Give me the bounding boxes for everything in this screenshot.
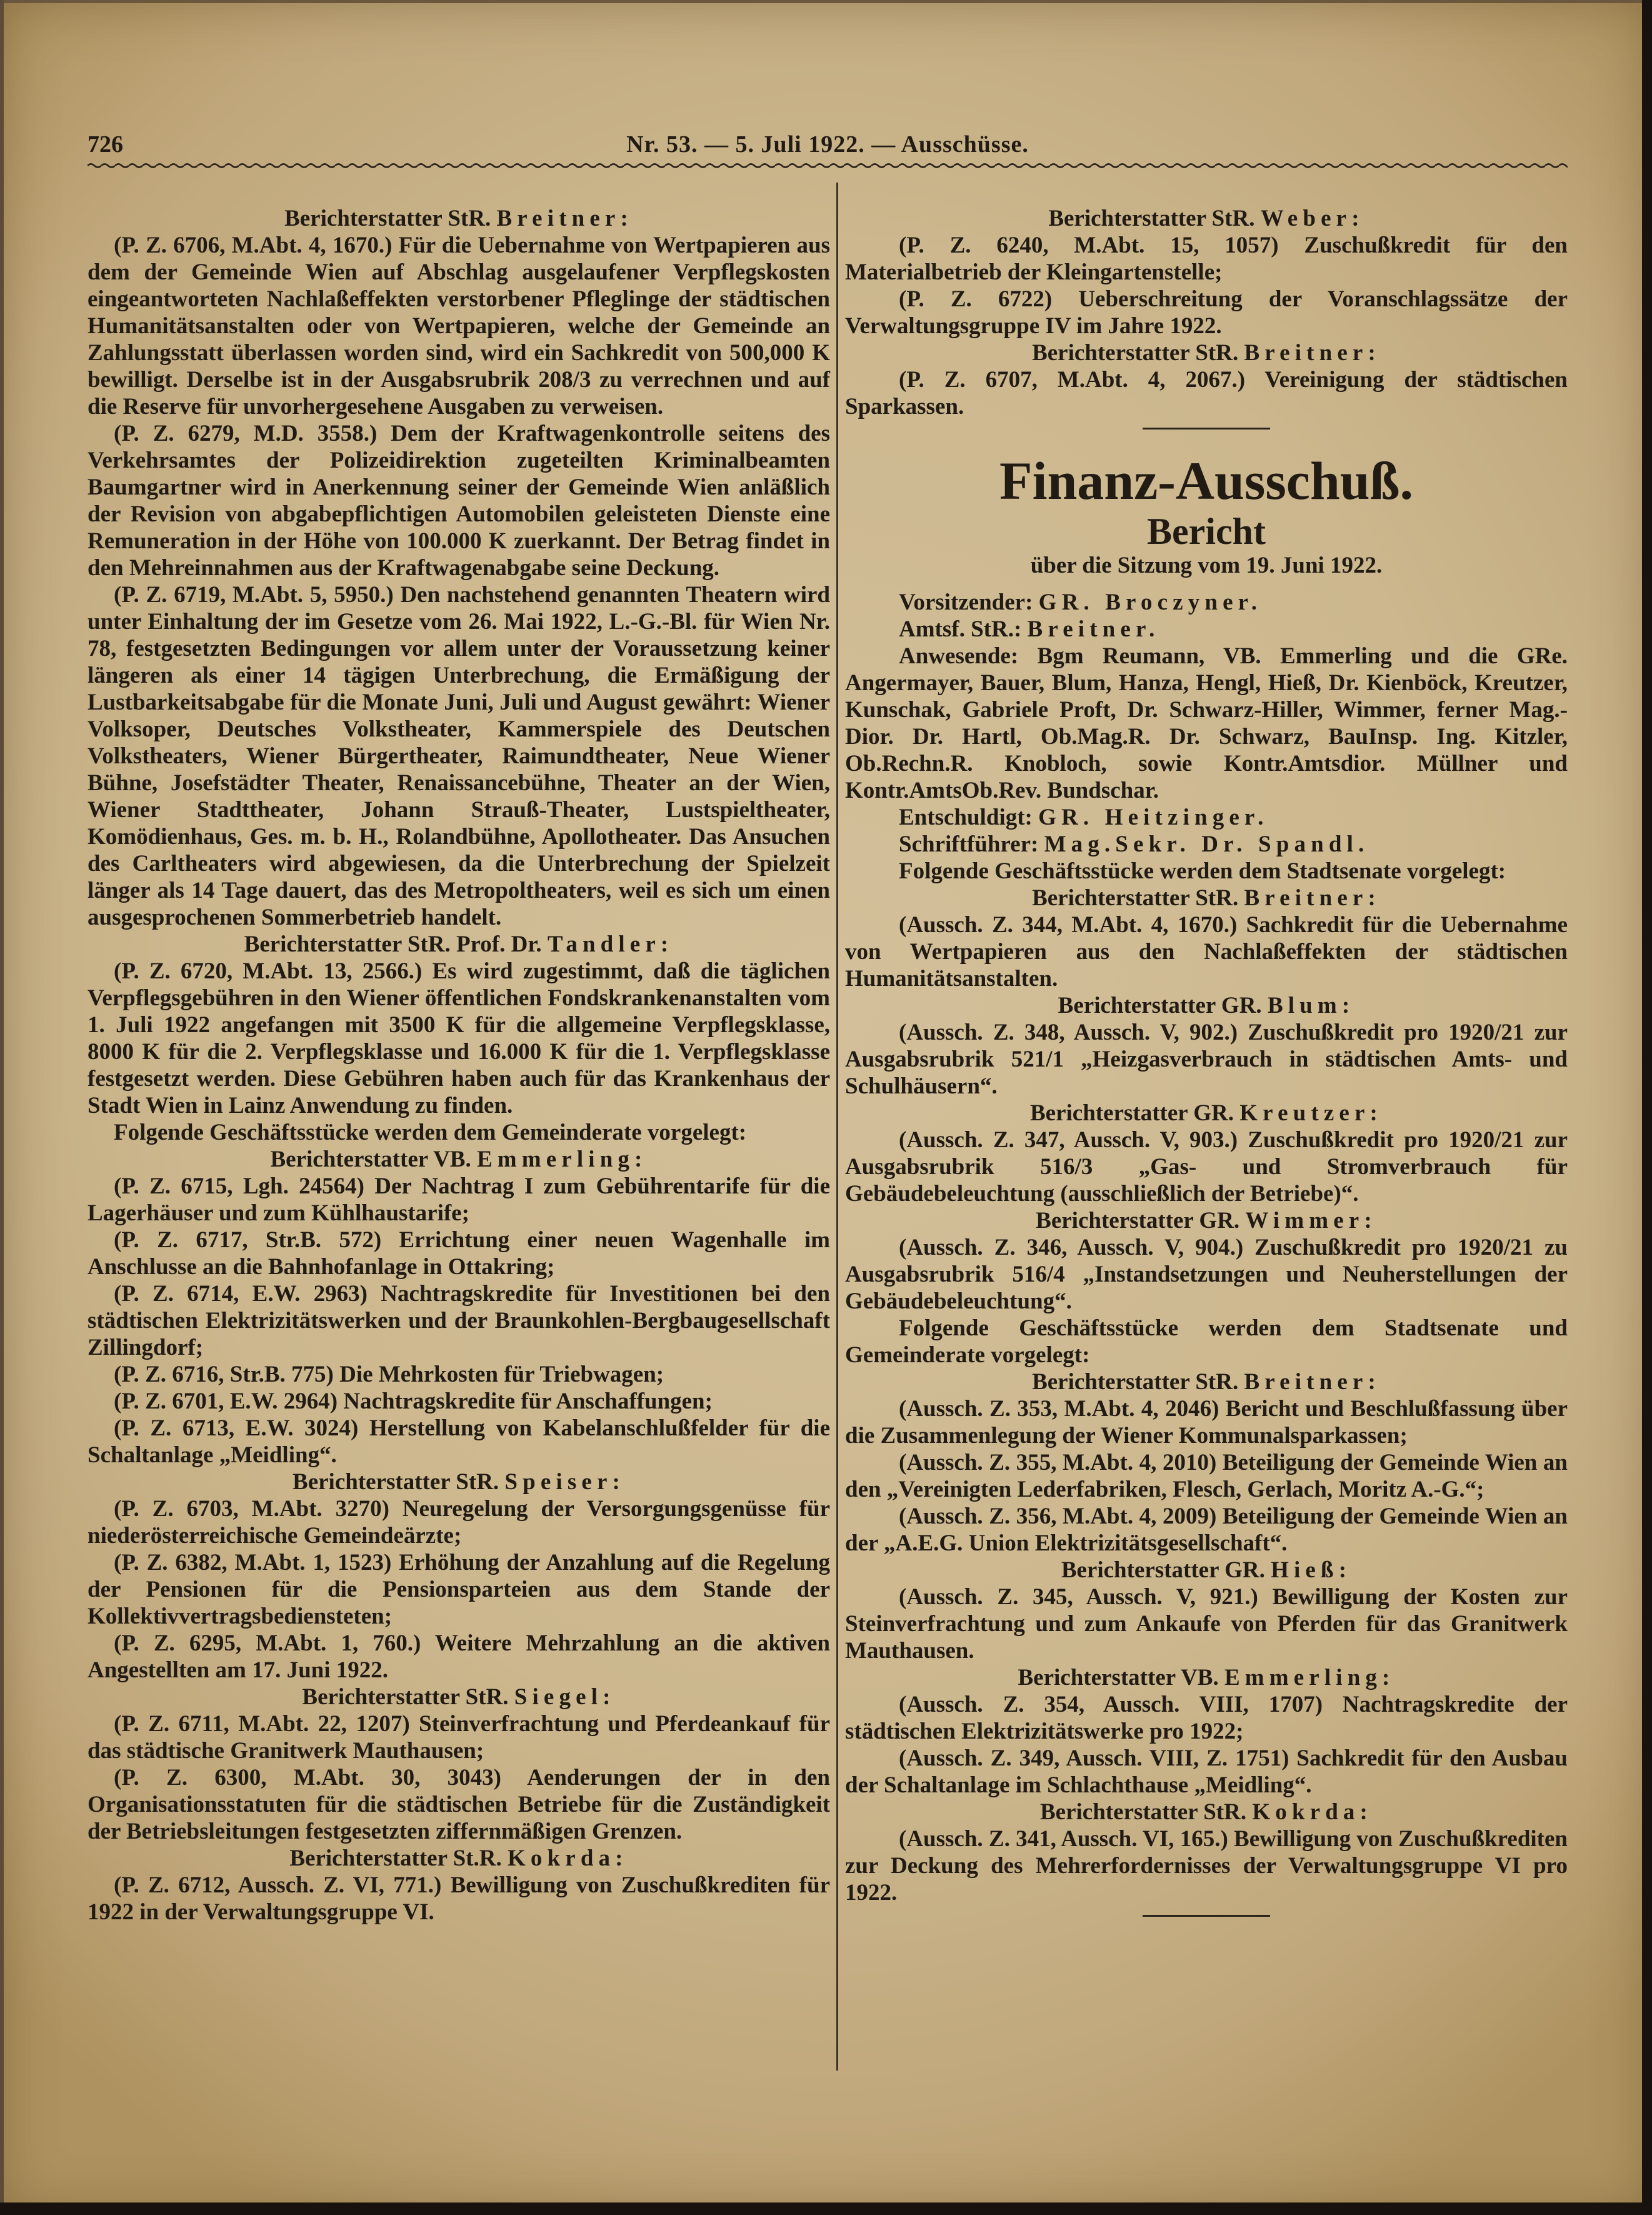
meta-official [845, 616, 1568, 643]
agenda-item: (P. Z. 6703, M.Abt. 3270) Neuregelung der Versorgungsgenüsse für niederösterreichische Gemeindeärzte; [88, 1496, 830, 1549]
agenda-item: (P. Z. 6295, M.Abt. 1, 760.) Weitere Mehrzahlung an die aktiven Angestellten am 17. Juni 1922. [88, 1630, 830, 1683]
reporter-heading [88, 1146, 830, 1173]
agenda-item: (Aussch. Z. 354, Aussch. VIII, 1707) Nachtragskredite der städtischen Elektrizitätswerke pro 1922; [845, 1692, 1568, 1744]
reporter-name: Siegel: [514, 1684, 616, 1710]
meta-value: Mag.Sekr. Dr. Spandl. [1044, 831, 1369, 857]
agenda-item: (P. Z. 6707, M.Abt. 4, 2067.) Vereinigung der städtischen Sparkassen. [845, 367, 1568, 419]
section-separator-rule [1143, 428, 1270, 429]
reporter-role: Berichterstatter GR. [1036, 1208, 1240, 1233]
reporter-heading [88, 205, 830, 232]
meta-value: Bgm Reumann, VB. Emmerling und die GRe. Angermayer, Bauer, Blum, Hanza, Hengl, Hieß, Dr. Kienböck, Kreutzer, Kunschak, Gabriele Proft, Dr. Schwarz-Hiller, Wimmer, ferner Mag.-Dior. Dr. Hartl, Ob.Mag.R. Dr. Schwarz, BauInsp. Ing. Kitzler, Ob.Rechn.R. Knobloch, sowie Kontr.Amtsdior. Müllner und Kontr.AmtsOb.Rev. Bundschar. [845, 643, 1568, 803]
meta-label: Vorsitzender: [899, 590, 1033, 615]
reporter-name: Weber: [1260, 206, 1364, 231]
page-number: 726 [88, 131, 123, 158]
reporter-heading [88, 931, 830, 958]
scan-edge-left [0, 0, 4, 2215]
column-divider [836, 183, 838, 2071]
agenda-item: (Aussch. Z. 356, M.Abt. 4, 2009) Beteiligung der Gemeinde Wien an der „A.E.G. Union Elektrizitätsgesellschaft“. [845, 1504, 1568, 1556]
reporter-heading [845, 1369, 1568, 1395]
reporter-role: Berichterstatter StR. [284, 206, 491, 231]
agenda-item: (Aussch. Z. 353, M.Abt. 4, 2046) Bericht und Beschlußfassung über die Zusammenlegung der Wiener Kommunalsparkassen; [845, 1396, 1568, 1449]
agenda-item: (P. Z. 6279, M.D. 3558.) Dem der Kraftwagenkontrolle seitens des Verkehrsamtes der Polizeidirektion zugeteilten Kriminalbeamten Baumgartner wird in Anerkennung seiner der Gemeinde Wien anläßlich der Revision von abgabepflichtigen Automobilen geleisteten Dienste eine Remuneration in der Höhe von 100.000 K zuerkannt. Der Betrag findet in den Mehreinnahmen aus der Kraftwagenabgabe seine Deckung. [88, 421, 830, 581]
reporter-heading [845, 1799, 1568, 1826]
end-rule [1143, 1915, 1270, 1917]
agenda-item: (Aussch. Z. 345, Aussch. V, 921.) Bewilligung der Kosten zur Steinverfrachtung und zum Ankaufe von Pferden für das Granitwerk Mauthausen. [845, 1584, 1568, 1664]
reporter-name: Breitner: [1244, 1369, 1381, 1395]
section-subtitle: Bericht [1147, 511, 1266, 552]
reporter-heading [845, 992, 1568, 1019]
reporter-role: Berichterstatter StR. [1032, 1369, 1239, 1395]
reporter-role: Berichterstatter VB. [1018, 1665, 1219, 1690]
meta-value: Breitner. [1027, 616, 1160, 642]
agenda-item: (Aussch. Z. 341, Aussch. VI, 165.) Bewilligung von Zuschußkrediten zur Deckung des Mehrerfordernisses der Verwaltungsgruppe VI pro 1922. [845, 1826, 1568, 1906]
reporter-heading [88, 1684, 830, 1710]
agenda-item: (Aussch. Z. 344, M.Abt. 4, 1670.) Sachkredit für die Uebernahme von Wertpapieren aus den Nachlaßeffekten der städtischen Humanitätsanstalten. [845, 912, 1568, 992]
agenda-item: (P. Z. 6300, M.Abt. 30, 3043) Aenderungen der in den Organisationsstatuten für die städtischen Betriebe für die Zuständigkeit der Betriebsleitungen festgesetzten ziffernmäßigen Grenzen. [88, 1765, 830, 1844]
reporter-heading [845, 339, 1568, 366]
reporter-name: Emmerling: [476, 1147, 648, 1172]
session-date: über die Sitzung vom 19. Juni 1922. [1030, 553, 1383, 578]
agenda-item: (P. Z. 6722) Ueberschreitung der Voranschlagssätze der Verwaltungsgruppe IV im Jahre 1922. [845, 286, 1568, 339]
reporter-name: Breitner: [1244, 885, 1381, 911]
reporter-role: Berichterstatter GR. [1030, 1100, 1234, 1126]
right-column [845, 205, 1568, 1924]
scan-edge-right [1642, 0, 1652, 2215]
section-title: Finanz-Ausschuß. [999, 451, 1413, 511]
reporter-role: Berichterstatter StR. [1032, 885, 1239, 911]
agenda-item: (P. Z. 6382, M.Abt. 1, 1523) Erhöhung der Anzahlung auf die Regelung der Pensionen für die Pensionsparteien aus dem Stande der Kollektivvertragsbediensteten; [88, 1550, 830, 1629]
reporter-heading [845, 885, 1568, 912]
reporter-name: Kreutzer: [1239, 1100, 1383, 1126]
reporter-name: Tandler: [547, 932, 674, 957]
agenda-item: (Aussch. Z. 355, M.Abt. 4, 2010) Beteiligung der Gemeinde Wien an den „Vereinigten Lederfabriken, Flesch, Gerlach, Moritz A.-G.“; [845, 1450, 1568, 1502]
reporter-name: Hieß: [1271, 1557, 1352, 1583]
reporter-role: Berichterstatter St.R. [289, 1846, 502, 1871]
reporter-heading [845, 205, 1568, 232]
agenda-item: (Aussch. Z. 348, Aussch. V, 902.) Zuschußkredit pro 1920/21 zur Ausgabsrubrik 521/1 „Heizgasverbrauch in städtischen Amts- und Schulhäusern“. [845, 1020, 1568, 1099]
reporter-role: Berichterstatter StR. [302, 1684, 509, 1710]
running-title: Nr. 53. — 5. Juli 1922. — Ausschüsse. [626, 131, 1029, 158]
scan-edge-bottom [0, 2202, 1652, 2215]
agenda-item: (Aussch. Z. 346, Aussch. V, 904.) Zuschußkredit pro 1920/21 zu Ausgabsrubrik 516/4 „Instandsetzungen und Neuherstellungen der Gebäudebeleuchtung“. [845, 1235, 1568, 1314]
scan-edge-top [0, 0, 1652, 3]
reporter-heading [845, 1207, 1568, 1234]
agenda-item: (P. Z. 6706, M.Abt. 4, 1670.) Für die Uebernahme von Wertpapieren aus dem der Gemeinde Wien auf Abschlag ausgelaufener Verpflegskosten eingeantworteten Nachlaßeffekten verstorbener Pfleglinge der städtischen Humanitätsanstalten oder von Wertpapieren, welche der Gemeinde an Zahlungsstatt überlassen worden sind, wird ein Sachkredit von 500,000 K bewilligt. Derselbe ist in der Ausgabsrubrik 208/3 zu verrechnen und auf die Reserve für unvorhergesehene Ausgaben zu verweisen. [88, 233, 830, 419]
agenda-item: (P. Z. 6720, M.Abt. 13, 2566.) Es wird zugestimmt, daß die täglichen Verpflegsgebühren in den Wiener öffentlichen Fondskrankenanstalten vom 1. Juli 1922 angefangen mit 3500 K für die allgemeine Verpflegsklasse, 8000 K für die 2. Verpflegsklasse und 16.000 K für die 1. Verpflegsklasse festgesetzt werden. Diese Gebühren haben auch für das Krankenhaus der Stadt Wien in Lainz Anwendung zu finden. [88, 958, 830, 1118]
reporter-name: Blum: [1267, 993, 1355, 1018]
meta-label: Anwesende: [899, 643, 1019, 669]
meta-attendees [845, 643, 1568, 804]
reporter-name: Wimmer: [1245, 1208, 1377, 1233]
meta-label: Amtsf. StR.: [899, 616, 1022, 642]
section-intro: Folgende Geschäftsstücke werden dem Stadtsenate und Gemeinderate vorgelegt: [845, 1315, 1568, 1368]
agenda-item: (P. Z. 6715, Lgh. 24564) Der Nachtrag I zum Gebührentarife für die Lagerhäuser und zum Kühlhaustarife; [88, 1173, 830, 1226]
agenda-item: (P. Z. 6712, Aussch. Z. VI, 771.) Bewilligung von Zuschußkrediten für 1922 in der Verwaltungsgruppe VI. [88, 1872, 830, 1925]
meta-excused [845, 804, 1568, 831]
reporter-heading [88, 1469, 830, 1495]
reporter-role: Berichterstatter StR. [293, 1469, 499, 1495]
reporter-role: Berichterstatter GR. [1061, 1557, 1265, 1583]
reporter-role: Berichterstatter StR. [1039, 1799, 1247, 1825]
header-wavy-rule [88, 161, 1568, 170]
meta-value: GR. Broczyner. [1038, 590, 1263, 615]
reporter-name: Breitner: [1244, 340, 1381, 366]
reporter-name: Emmerling: [1224, 1665, 1395, 1690]
reporter-name: Breitner: [496, 206, 633, 231]
section-intro: Folgende Geschäftsstücke werden dem Gemeinderate vorgelegt: [114, 1120, 747, 1145]
reporter-name: Kokrda: [507, 1846, 628, 1871]
agenda-item: (Aussch. Z. 349, Aussch. VIII, Z. 1751) Sachkredit für den Ausbau der Schaltanlage im Schlachthause „Meidling“. [845, 1745, 1568, 1798]
meta-value: GR. Heitzinger. [1038, 805, 1269, 830]
agenda-item: (P. Z. 6701, E.W. 2964) Nachtragskredite für Anschaffungen; [114, 1389, 713, 1414]
meta-label: Entschuldigt: [899, 805, 1033, 830]
agenda-item: (P. Z. 6716, Str.B. 775) Die Mehrkosten für Triebwagen; [114, 1362, 664, 1387]
meta-secretary [845, 831, 1568, 858]
reporter-role: Berichterstatter StR. [1048, 206, 1255, 231]
agenda-item: (P. Z. 6713, E.W. 3024) Herstellung von Kabelanschlußfelder für die Schaltanlage „Meidling“. [88, 1415, 830, 1468]
reporter-heading [845, 1664, 1568, 1691]
agenda-item: (P. Z. 6240, M.Abt. 15, 1057) Zuschußkredit für den Materialbetrieb der Kleingartenstelle; [845, 233, 1568, 285]
agenda-item: (P. Z. 6714, E.W. 2963) Nachtragskredite für Investitionen bei den städtischen Elektrizitätswerken und der Braunkohlen-Bergbaugesellschaft Zillingdorf; [88, 1281, 830, 1360]
agenda-item: (Aussch. Z. 347, Aussch. V, 903.) Zuschußkredit pro 1920/21 zur Ausgabsrubrik 516/3 „Gas- und Stromverbrauch für Gebäudebeleuchtung (ausschließlich der Betriebe)“. [845, 1127, 1568, 1207]
meta-chair [845, 589, 1568, 616]
left-column [88, 205, 830, 1926]
meta-label: Schriftführer: [899, 831, 1039, 857]
reporter-role: Berichterstatter StR. Prof. Dr. [244, 932, 542, 957]
reporter-role: Berichterstatter GR. [1058, 993, 1262, 1018]
reporter-heading [845, 1557, 1568, 1584]
agenda-item: (P. Z. 6711, M.Abt. 22, 1207) Steinverfrachtung und Pferdeankauf für das städtische Granitwerk Mauthausen; [88, 1711, 830, 1764]
reporter-role: Berichterstatter VB. [270, 1147, 471, 1172]
reporter-name: Speiser: [504, 1469, 625, 1495]
reporter-name: Kokrda: [1252, 1799, 1373, 1825]
section-intro: Folgende Geschäftsstücke werden dem Stadtsenate vorgelegt: [899, 858, 1506, 884]
agenda-item: (P. Z. 6719, M.Abt. 5, 5950.) Den nachstehend genannten Theatern wird unter Einhaltung der im Gesetze vom 26. Mai 1922, L.-G.-Bl. für Wien Nr. 78, festgesetzten Bedingungen vor allem unter der Voraussetzung keiner längeren als einer 14 tägigen Unterbrechung, die Ermäßigung der Lustbarkeitsabgabe für die Monate Juni, Juli und August gewährt: Wiener Volksoper, Deutsches Volkstheater, Kammerspiele des Deutschen Volkstheaters, Wiener Bürgertheater, Raimundtheater, Neue Wiener Bühne, Josefstädter Theater, Renaissancebühne, Theater an der Wien, Wiener Stadttheater, Johann Strauß-Theater, Lustspieltheater, Komödienhaus, Ges. m. b. H., Rolandbühne, Apollotheater. Das Ansuchen des Carltheaters wird abgewiesen, da die Unterbrechung der Spielzeit länger als 14 Tage dauert, das des Metropoltheaters, weil es sich um einen ausgesprochenen Sommerbetrieb handelt. [88, 582, 830, 930]
agenda-item: (P. Z. 6717, Str.B. 572) Errichtung einer neuen Wagenhalle im Anschlusse an die Bahnhofanlage in Ottakring; [88, 1227, 830, 1280]
reporter-role: Berichterstatter StR. [1032, 340, 1239, 366]
reporter-heading [88, 1845, 830, 1872]
reporter-heading [845, 1100, 1568, 1127]
